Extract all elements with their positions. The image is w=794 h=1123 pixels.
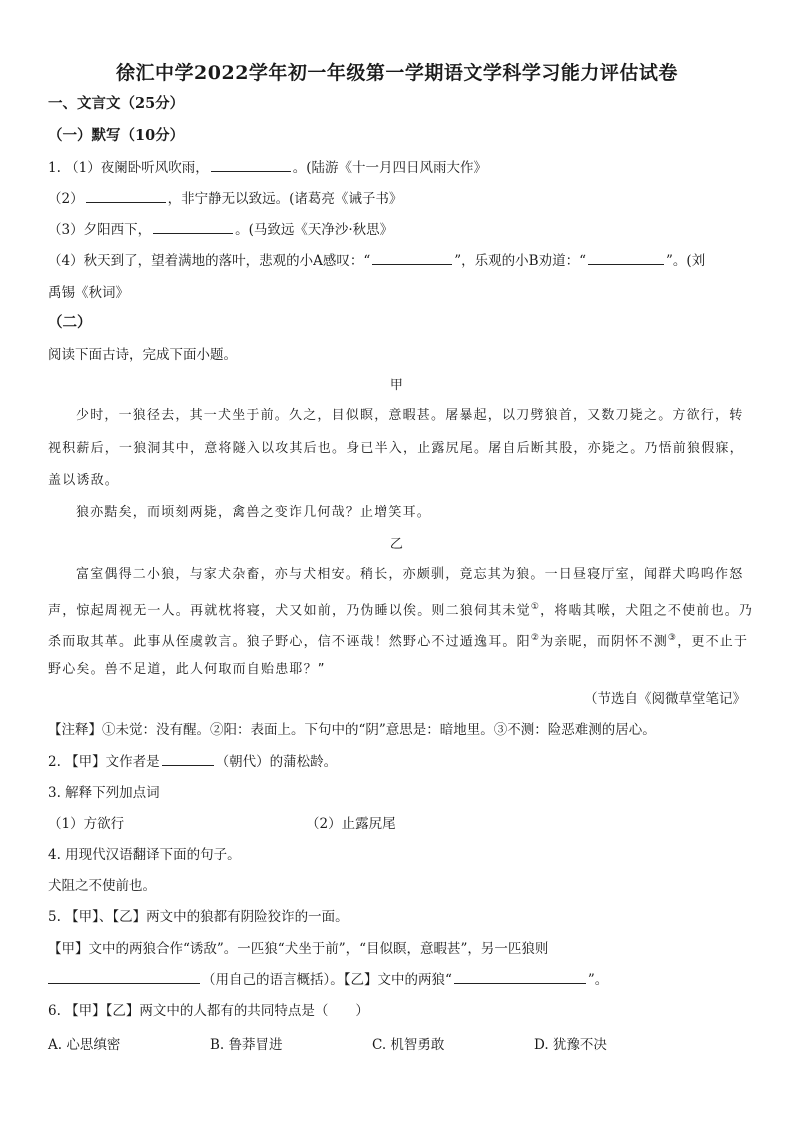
question-5: 5. 【甲】、【乙】两文中的狼都有阴险狡诈的一面。 [48, 909, 349, 925]
answer-blank[interactable] [86, 189, 166, 203]
note-marker: ② [530, 633, 541, 643]
question-3-item-1: （1）方欲行 [48, 816, 125, 832]
passage-yi-title: 乙 [389, 537, 405, 552]
passage-source: （节选自《阅微草堂笔记》 [584, 691, 746, 707]
passage-jia-line: 少时，一狼径去，其一犬坐于前。久之，目似瞑，意暇甚。屠暴起，以刀劈狼首，又数刀毙之。方欲行，转 [76, 408, 744, 423]
answer-blank[interactable] [372, 251, 452, 265]
question-6: 6. 【甲】【乙】两文中的人都有的共同特点是（ ） [48, 1003, 369, 1019]
subsection-heading-2: （二） [48, 314, 92, 331]
reading-instruction: 阅读下面古诗，完成下面小题。 [48, 347, 237, 363]
passage-jia-line: 盖以诱敌。 [48, 473, 120, 488]
option-b[interactable]: B. 鲁莽冒进 [210, 1037, 283, 1053]
question-1-4-cont: 禹锡《秋词》 [48, 285, 129, 301]
subsection-heading-1: （一）默写（10分） [48, 127, 185, 144]
question-4-sentence: 犬阻之不使前也。 [48, 878, 156, 894]
question-3: 3. 解释下列加点词 [48, 785, 160, 801]
answer-blank[interactable] [211, 158, 291, 172]
answer-blank[interactable] [588, 251, 664, 265]
annotation-note: 【注释】①未觉：没有醒。②阳：表面上。下句中的“阴”意思是：暗地里。③不测：险恶难测的居心。 [48, 722, 656, 738]
passage-yi-line: 野心矣。兽不足道，此人何取而自贻患耶？” [48, 662, 326, 677]
question-4: 4. 用现代汉语翻译下面的句子。 [48, 847, 241, 863]
passage-jia-line: 狼亦黠矣，而顷刻两毙，禽兽之变诈几何哉？止增笑耳。 [76, 505, 432, 520]
note-marker: ① [530, 602, 541, 612]
question-1-3: （3）夕阳西下， 。(马致远《天净沙·秋思》 [48, 222, 394, 238]
option-d[interactable]: D. 犹豫不决 [534, 1037, 607, 1053]
answer-blank[interactable] [153, 220, 233, 234]
answer-blank[interactable] [454, 970, 586, 984]
passage-yi-line: 富室偶得二小狼，与家犬杂畜，亦与犬相安。稍长，亦颇驯，竟忘其为狼。一日昼寝厅室，闻群犬呜呜作怒 [76, 567, 744, 582]
page-title: 徐汇中学2022学年初一年级第一学期语文学科学习能力评估试卷 [116, 62, 678, 84]
question-5-line: 【甲】文中的两狼合作“诱敌”。一匹狼“犬坐于前”，“目似瞑，意暇甚”，另一匹狼则 [48, 941, 549, 957]
note-marker: ③ [667, 633, 678, 643]
question-1-4: （4）秋天到了，望着满地的落叶，悲观的小A感叹：“ ”，乐观的小B劝道：“ ”。(刘 [48, 253, 706, 269]
question-1-1: 1. （1）夜阑卧听风吹雨， 。(陆游《十一月四日风雨大作》 [48, 160, 488, 176]
passage-yi-line: 声，惊起周视无一人。再就枕将寝，犬又如前，乃伪睡以俟。则二狼伺其未觉①，将啮其喉，犬阻之不使前也。乃 [48, 602, 754, 619]
question-2: 2. 【甲】文作者是 （朝代）的蒲松龄。 [48, 754, 338, 770]
answer-blank[interactable] [48, 970, 200, 984]
question-3-item-2: （2）止露尻尾 [306, 816, 396, 832]
passage-yi-line: 杀而取其革。此事从侄虞敦言。狼子野心，信不诬哉！然野心不过遁逸耳。阳②为亲昵，而阴怀不测③，更不止于 [48, 633, 749, 650]
passage-jia-line: 视积薪后，一狼洞其中，意将隧入以攻其后也。身已半入，止露尻尾。屠自后断其股，亦毙之。乃悟前狼假寐， [48, 441, 744, 456]
section-heading-1: 一、文言文（25分） [48, 95, 185, 112]
passage-jia-title: 甲 [389, 378, 405, 393]
option-c[interactable]: C. 机智勇敢 [372, 1037, 445, 1053]
answer-blank[interactable] [162, 752, 214, 766]
question-1-2: （2） ，非宁静无以致远。(诸葛亮《诫子书》 [48, 191, 403, 207]
option-a[interactable]: A. 心思缜密 [48, 1037, 121, 1053]
question-5-line: （用自己的语言概括）。【乙】文中的两狼“ ”。 [48, 970, 748, 990]
